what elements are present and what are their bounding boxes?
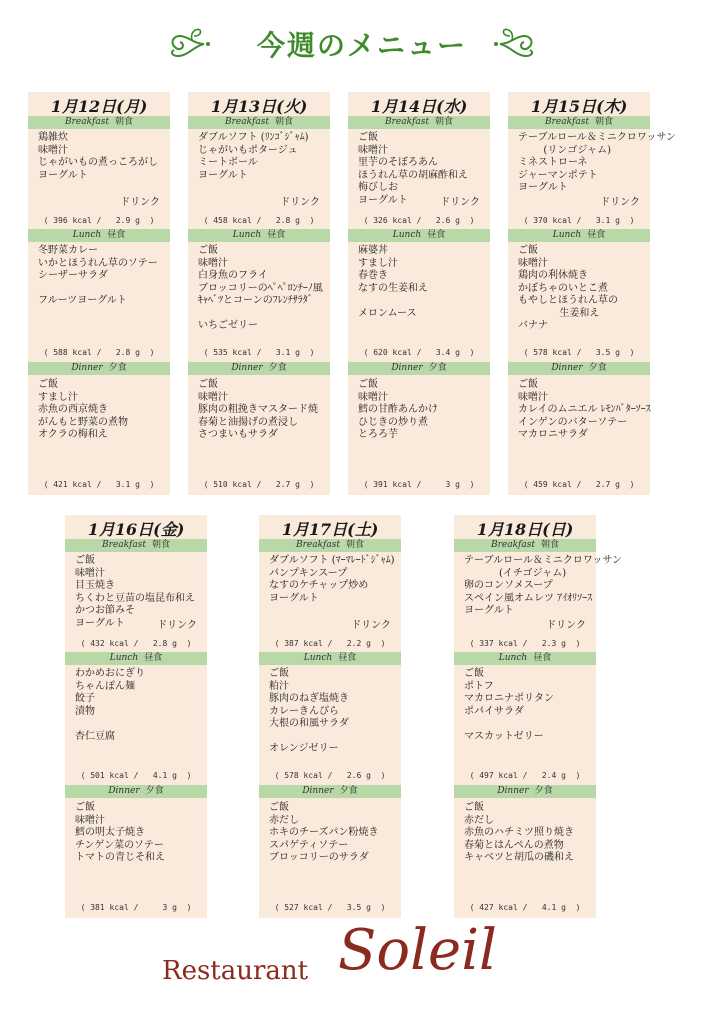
dinner-items: ご飯 味噌汁 鱈の明太子焼き チンゲン菜のソテー トマトの青じそ和え (75, 802, 165, 863)
meal-label-en: Dinner (302, 786, 334, 796)
breakfast-items: ご飯 味噌汁 目玉焼き ちくわと豆苗の塩昆布和え かつお節みそ ヨーグルト (75, 555, 195, 629)
meal-label-jp: 朝食 (594, 117, 613, 127)
dinner-header (259, 785, 401, 798)
meal-label-jp: 昼食 (107, 230, 126, 240)
lunch-items: わかめおにぎり ちゃんぽん麺 餃子 漬物 杏仁豆腐 (75, 668, 145, 742)
meal-label-jp: 朝食 (151, 540, 170, 550)
meal-label-jp: 朝食 (274, 117, 293, 127)
day-card (348, 92, 490, 495)
meal-label-jp: 昼食 (533, 653, 552, 663)
lunch-nutrition: ( 578 kcal / 3.5 g ) (523, 348, 635, 357)
dinner-header (28, 362, 170, 375)
day-date: 1月17日(土) (281, 520, 379, 539)
day-date: 1月13日(火) (210, 97, 308, 116)
breakfast-nutrition: ( 326 kcal / 2.6 g ) (363, 216, 475, 225)
lunch-header (188, 229, 330, 242)
restaurant-footer (0, 918, 724, 1008)
meal-label-en: Breakfast (490, 540, 535, 550)
meal-label-en: Lunch (72, 230, 102, 240)
meal-label-jp: 昼食 (587, 230, 606, 240)
breakfast-drink: ドリンク (120, 197, 160, 208)
meal-label-en: Breakfast (295, 540, 340, 550)
meal-label-en: Lunch (232, 230, 262, 240)
lunch-items: ご飯 味噌汁 白身魚のフライ ブロッコリーのﾍﾟﾍﾟﾛﾝﾁｰﾉ風 ｷｬﾍﾞﾂとコーンのﾌﾚﾝﾁｻﾗﾀﾞ いちごゼリー (198, 245, 323, 331)
dinner-header (454, 785, 596, 798)
meal-label-jp: 夕食 (534, 786, 553, 796)
day-date: 1月15日(木) (530, 97, 628, 116)
meal-label-jp: 朝食 (540, 540, 559, 550)
day-card (508, 92, 676, 495)
dinner-header (188, 362, 330, 375)
meal-label-en: Lunch (498, 653, 528, 663)
meal-label-jp: 昼食 (338, 653, 357, 663)
lunch-header (508, 229, 650, 242)
breakfast-items: テーブルロール＆ミニクロワッサン (リンゴジャム) ミネストローネ ジャーマンポテト ヨーグルト (518, 132, 676, 193)
dinner-nutrition: ( 381 kcal / 3 g ) (80, 903, 192, 912)
meal-label-en: Dinner (71, 363, 103, 373)
day-card (454, 515, 622, 918)
breakfast-header (454, 539, 596, 552)
breakfast-items: テーブルロール＆ミニクロワッサン (イチゴジャム) 卵のコンソメスープ スペイン風オムレツ ｱｲｵﾘｿｰｽ ヨーグルト (464, 555, 622, 616)
breakfast-items: ダブルソフト (ﾘﾝｺﾞｼﾞｬﾑ) じゃがいもポタージュ ミートボール ヨーグルト (198, 132, 309, 181)
meal-label-en: Lunch (392, 230, 422, 240)
lunch-items: 麻婆丼 すまし汁 春巻き なすの生姜和え メロンムース (358, 245, 428, 319)
breakfast-drink: ドリンク (546, 620, 586, 631)
dinner-header (348, 362, 490, 375)
lunch-items: ご飯 粕汁 豚肉のねぎ塩焼き カレーきんぴら 大根の和風サラダ オレンジゼリー (269, 668, 349, 754)
lunch-header (348, 229, 490, 242)
dinner-items: ご飯 赤だし 赤魚のハチミツ照り焼き 春菊とはんぺんの煮物 キャベツと胡瓜の磯和え (464, 802, 574, 863)
meal-label-jp: 昼食 (144, 653, 163, 663)
breakfast-items: ご飯 味噌汁 里芋のそぼろあん ほうれん草の胡麻酢和え 梅びしお ヨーグルト (358, 132, 468, 206)
meal-label-jp: 夕食 (428, 363, 447, 373)
lunch-nutrition: ( 588 kcal / 2.8 g ) (43, 348, 155, 357)
day-date: 1月16日(金) (87, 520, 185, 539)
meal-label-jp: 朝食 (434, 117, 453, 127)
meal-label-en: Dinner (108, 786, 140, 796)
breakfast-header (348, 116, 490, 129)
lunch-nutrition: ( 578 kcal / 2.6 g ) (274, 771, 386, 780)
lunch-header (454, 652, 596, 665)
meal-label-en: Dinner (551, 363, 583, 373)
breakfast-drink: ドリンク (280, 197, 320, 208)
flourish-ornament-right (494, 22, 540, 66)
dinner-nutrition: ( 421 kcal / 3.1 g ) (43, 480, 155, 489)
lunch-nutrition: ( 535 kcal / 3.1 g ) (203, 348, 315, 357)
breakfast-nutrition: ( 337 kcal / 2.3 g ) (469, 639, 581, 648)
day-card (65, 515, 207, 918)
lunch-header (65, 652, 207, 665)
dinner-nutrition: ( 527 kcal / 3.5 g ) (274, 903, 386, 912)
meal-label-en: Breakfast (544, 117, 589, 127)
breakfast-header (188, 116, 330, 129)
dinner-header (65, 785, 207, 798)
dinner-items: ご飯 味噌汁 カレイのムニエル ﾚﾓﾝﾊﾞﾀｰｿｰｽ インゲンのバターソテー マカロニサラダ (518, 379, 651, 440)
meal-label-en: Lunch (552, 230, 582, 240)
breakfast-drink: ドリンク (351, 620, 391, 631)
lunch-items: 冬野菜カレー いかとほうれん草のソテー シーザーサラダ フルーツヨーグルト (38, 245, 158, 306)
dinner-items: ご飯 味噌汁 鱈の甘酢あんかけ ひじきの炒り煮 とろろ芋 (358, 379, 438, 440)
breakfast-nutrition: ( 396 kcal / 2.9 g ) (43, 216, 155, 225)
dinner-nutrition: ( 459 kcal / 2.7 g ) (523, 480, 635, 489)
lunch-items: ご飯 ポトフ マカロニナポリタン ポパイサラダ マスカットゼリー (464, 668, 554, 742)
meal-label-jp: 昼食 (267, 230, 286, 240)
meal-label-jp: 夕食 (268, 363, 287, 373)
breakfast-nutrition: ( 458 kcal / 2.8 g ) (203, 216, 315, 225)
lunch-header (259, 652, 401, 665)
day-card (188, 92, 330, 495)
meal-label-jp: 朝食 (345, 540, 364, 550)
meal-label-en: Dinner (391, 363, 423, 373)
day-date: 1月18日(日) (476, 520, 574, 539)
breakfast-nutrition: ( 432 kcal / 2.8 g ) (80, 639, 192, 648)
day-card (28, 92, 170, 495)
breakfast-nutrition: ( 387 kcal / 2.2 g ) (274, 639, 386, 648)
breakfast-header (259, 539, 401, 552)
meal-label-en: Dinner (231, 363, 263, 373)
dinner-items: ご飯 すまし汁 赤魚の西京焼き がんもと野菜の煮物 オクラの梅和え (38, 379, 128, 440)
dinner-items: ご飯 赤だし ホキのチーズパン粉焼き スパゲティソテー ブロッコリーのサラダ (269, 802, 379, 863)
meal-label-jp: 夕食 (145, 786, 164, 796)
meal-label-jp: 昼食 (427, 230, 446, 240)
meal-label-en: Breakfast (224, 117, 269, 127)
meal-label-en: Dinner (497, 786, 529, 796)
meal-label-jp: 朝食 (114, 117, 133, 127)
lunch-items: ご飯 味噌汁 鶏肉の利休焼き かぼちゃのいとこ煮 もやしとほうれん草の 生姜和え バナナ (518, 245, 618, 331)
dinner-nutrition: ( 391 kcal / 3 g ) (363, 480, 475, 489)
breakfast-drink: ドリンク (157, 620, 197, 631)
meal-label-en: Breakfast (101, 540, 146, 550)
breakfast-items: ダブルソフト (ﾏｰﾏﾚｰﾄﾞｼﾞｬﾑ) パンプキンスープ なすのケチャップ炒め ヨーグルト (269, 555, 395, 604)
restaurant-word: Restaurant (162, 956, 309, 986)
lunch-nutrition: ( 620 kcal / 3.4 g ) (363, 348, 475, 357)
breakfast-nutrition: ( 370 kcal / 3.1 g ) (523, 216, 635, 225)
day-date: 1月14日(水) (370, 97, 468, 116)
meal-label-jp: 夕食 (108, 363, 127, 373)
meal-label-en: Breakfast (384, 117, 429, 127)
breakfast-drink: ドリンク (600, 197, 640, 208)
breakfast-items: 鶏雑炊 味噌汁 じゃがいもの煮っころがし ヨーグルト (38, 132, 158, 181)
lunch-nutrition: ( 501 kcal / 4.1 g ) (80, 771, 192, 780)
dinner-header (508, 362, 650, 375)
meal-label-jp: 夕食 (339, 786, 358, 796)
restaurant-name: Soleil (338, 918, 497, 983)
meal-label-en: Lunch (109, 653, 139, 663)
dinner-nutrition: ( 510 kcal / 2.7 g ) (203, 480, 315, 489)
breakfast-drink: ドリンク (440, 197, 480, 208)
breakfast-header (28, 116, 170, 129)
breakfast-header (508, 116, 650, 129)
meal-label-en: Breakfast (64, 117, 109, 127)
dinner-nutrition: ( 427 kcal / 4.1 g ) (469, 903, 581, 912)
meal-label-jp: 夕食 (588, 363, 607, 373)
dinner-items: ご飯 味噌汁 豚肉の粗挽きマスタード焼 春菊と油揚げの煮浸し さつまいもサラダ (198, 379, 318, 440)
meal-label-en: Lunch (303, 653, 333, 663)
day-date: 1月12日(月) (50, 97, 148, 116)
day-card (259, 515, 401, 918)
lunch-header (28, 229, 170, 242)
lunch-nutrition: ( 497 kcal / 2.4 g ) (469, 771, 581, 780)
breakfast-header (65, 539, 207, 552)
page-title: 今週のメニュー (256, 29, 467, 62)
